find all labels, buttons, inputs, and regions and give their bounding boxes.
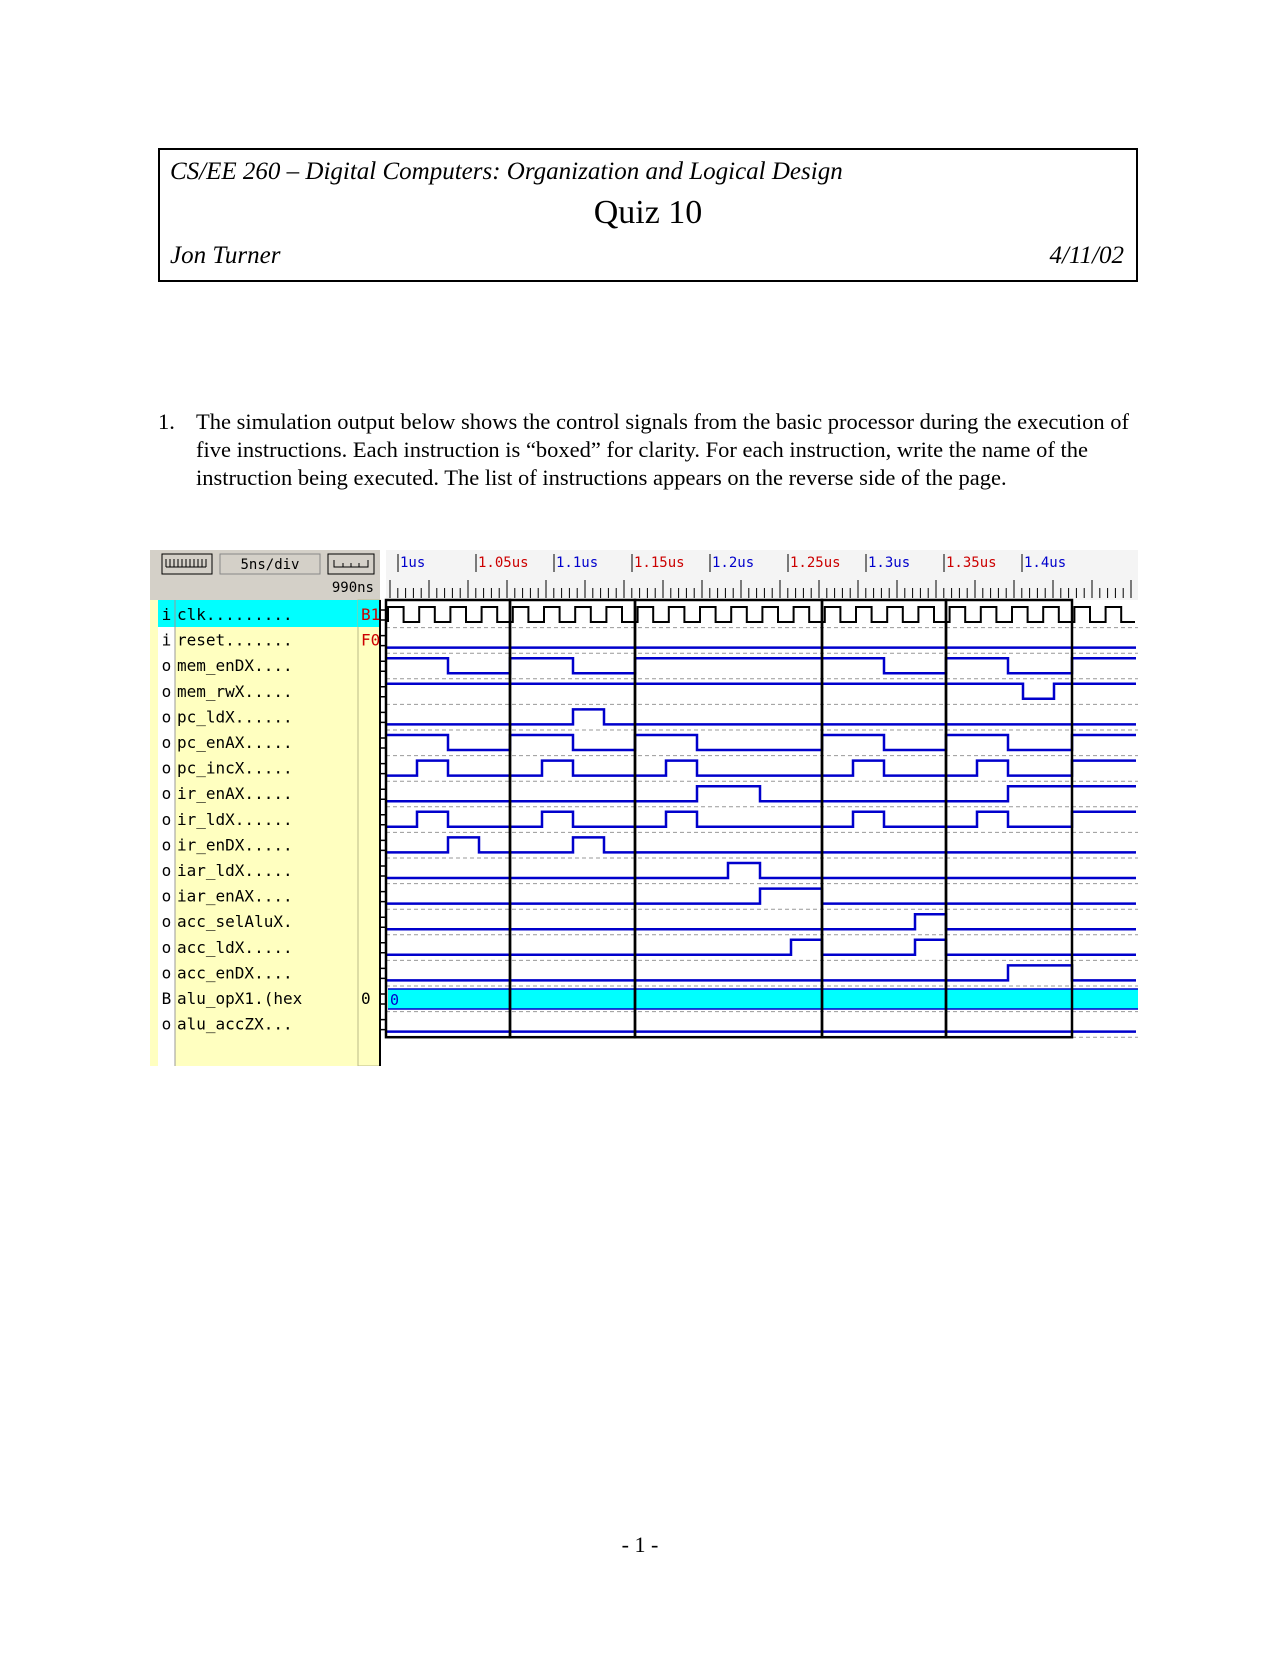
signal-type: B <box>161 989 172 1008</box>
signal-name[interactable]: ir_ldX...... <box>177 809 293 829</box>
bus-value: 0 <box>390 991 400 1009</box>
signal-name[interactable]: iar_enAX.... <box>177 886 293 906</box>
time-label: 1.4us <box>1024 555 1067 571</box>
question-text: The simulation output below shows the control signals from the basic processor during the execution of five instructions. Each instruction is “boxed” for clarity. For each instruction, write the name of the instruction being executed. The list of instructions appears on the reverse side of the page. <box>196 409 1129 490</box>
signal-type: o <box>161 809 172 829</box>
time-label: 1.2us <box>712 555 755 571</box>
signal-type: o <box>161 758 172 778</box>
signal-name[interactable]: acc_enDX.... <box>177 963 293 983</box>
signal-type: o <box>161 784 172 804</box>
signal-type: i <box>161 630 172 650</box>
signal-name[interactable]: clk......... <box>177 605 293 624</box>
author: Jon Turner <box>170 242 281 269</box>
signal-value: F0 <box>361 630 381 650</box>
date: 4/11/02 <box>1049 242 1124 269</box>
signal-name[interactable]: mem_enDX.... <box>177 656 293 676</box>
header-box <box>158 148 1138 282</box>
signal-name[interactable]: pc_incX..... <box>177 758 293 778</box>
signal-type: o <box>161 963 172 983</box>
signal-type: o <box>161 656 172 676</box>
signal-name[interactable]: reset....... <box>177 630 293 650</box>
signal-type: o <box>161 1014 172 1034</box>
time-label: 1.05us <box>478 555 529 571</box>
signal-name[interactable]: alu_accZX... <box>177 1014 293 1034</box>
signal-type: o <box>161 681 172 701</box>
signal-name[interactable]: pc_enAX..... <box>177 733 293 752</box>
signal-name[interactable]: acc_selAluX. <box>177 912 293 932</box>
signal-name[interactable]: iar_ldX..... <box>177 861 293 880</box>
signal-name[interactable]: alu_opX1.(hex <box>177 989 303 1008</box>
signal-type: i <box>161 605 172 624</box>
time-label: 1.25us <box>790 555 841 571</box>
signal-type: o <box>161 861 172 880</box>
signal-name[interactable]: ir_enAX..... <box>177 784 293 804</box>
cursor-time: 990ns <box>331 580 374 596</box>
signal-type: o <box>161 707 172 727</box>
question-number: 1. <box>158 409 175 434</box>
time-label: 1.3us <box>868 555 911 571</box>
signal-type: o <box>161 733 172 752</box>
signal-name[interactable]: ir_enDX..... <box>177 835 293 855</box>
signal-name[interactable]: mem_rwX..... <box>177 681 293 701</box>
time-label: 1.15us <box>634 555 685 571</box>
signal-name[interactable]: pc_ldX...... <box>177 707 293 727</box>
signal-value: B1 <box>361 605 381 624</box>
page-number: - 1 - <box>621 1532 659 1557</box>
signal-type: o <box>161 886 172 906</box>
scale-label: 5ns/div <box>240 557 300 573</box>
signal-type: o <box>161 937 172 957</box>
signal-value: 0 <box>361 989 371 1008</box>
time-label: 1.1us <box>556 555 599 571</box>
course-title: CS/EE 260 – Digital Computers: Organization and Logical Design <box>170 158 843 185</box>
time-label: 1us <box>400 555 426 571</box>
waveform-viewer <box>150 550 1138 1066</box>
signal-type: o <box>161 835 172 855</box>
signal-type: o <box>161 912 172 932</box>
bus-band <box>388 989 1138 1009</box>
quiz-title: Quiz 10 <box>593 194 703 231</box>
time-label: 1.35us <box>946 555 997 571</box>
time-labels <box>398 554 1066 572</box>
signal-name[interactable]: acc_ldX..... <box>177 937 293 957</box>
